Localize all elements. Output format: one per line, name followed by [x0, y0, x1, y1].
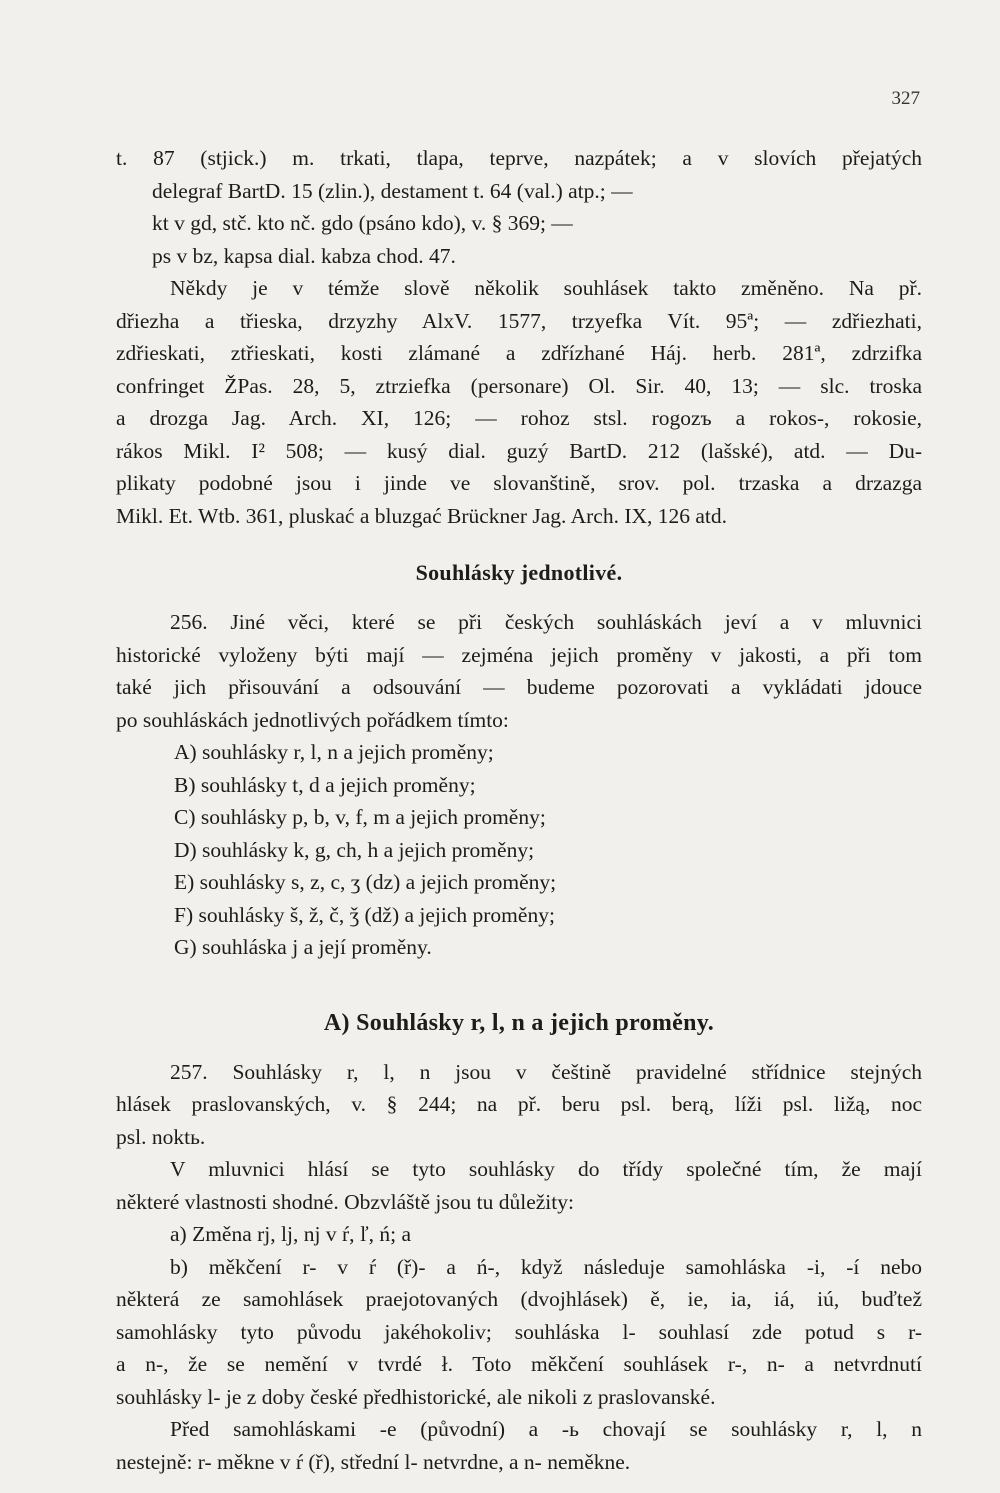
- text-line: historické vyloženy býti mají — zejména jejich proměny v jakosti, a při tom: [116, 642, 922, 667]
- text-line: zdřieskati, ztřieskati, kosti zlámané a zdřízhané Háj. herb. 281ª, zdrzifka: [116, 341, 922, 365]
- text-line: hlásek praslovanských, v. § 244; na př. beru psl. berą, líži psl. ližą, noc: [116, 1092, 922, 1116]
- list-item: B) souhlásky t, d a jejich proměny;: [174, 772, 476, 797]
- list-item: G) souhláska j a její proměny.: [174, 935, 432, 959]
- text-line: dřiezha a třieska, drzyzhy AlxV. 1577, trzyefka Vít. 95ª; — zdřiezhati,: [116, 308, 922, 333]
- section-heading: Souhlásky jednotlivé.: [415, 560, 623, 585]
- text-line: psl. noktь.: [116, 1124, 206, 1149]
- text-line: rákos Mikl. I² 508; — kusý dial. guzý BartD. 212 (lašské), atd. — Du-: [116, 438, 922, 463]
- text-line: b) měkčení r- v ŕ (ř)- a ń-, když následuje samohláska -i, -í nebo: [170, 1254, 922, 1279]
- text-line: po souhláskách jednotlivých pořádkem tímto:: [116, 707, 509, 732]
- list-item: D) souhlásky k, g, ch, h a jejich proměny;: [174, 837, 535, 862]
- list-item: a) Změna rj, lj, nj v ŕ, ľ, ń; a: [170, 1222, 411, 1246]
- text-line: plikaty podobné jsou i jinde ve slovanštině, srov. pol. trzaska a drzazga: [116, 471, 922, 495]
- text-line: některá ze samohlásek praejotovaných (dvojhlásek) ě, ie, ia, iá, iú, buďtež: [116, 1287, 922, 1311]
- page-number: 327: [891, 88, 920, 109]
- text-line: Před samohláskami -e (původní) a -ь chovají se souhlásky r, l, n: [170, 1417, 922, 1441]
- list-item: A) souhlásky r, l, n a jejich proměny;: [174, 740, 494, 764]
- text-line: delegraf BartD. 15 (zlin.), destament t. 64 (val.) atp.; —: [152, 178, 633, 203]
- text-line: Mikl. Et. Wtb. 361, pluskać a bluzgać Brückner Jag. Arch. IX, 126 atd.: [116, 503, 728, 528]
- text-line: a drozga Jag. Arch. XI, 126; — rohoz stsl. rogozъ a rokos-, rokosie,: [116, 406, 922, 430]
- subsection-heading: A) Souhlásky r, l, n a jejich proměny.: [323, 1009, 715, 1036]
- text-line: Někdy je v témže slově několik souhlásek takto změněno. Na př.: [170, 276, 922, 300]
- text-line: 256. Jiné věci, které se při českých souhláskách jeví a v mluvnici: [170, 610, 922, 634]
- text-line: samohlásky tyto původu jakéhokoliv; souhláska l- souhlasí zde potud s r-: [116, 1319, 922, 1344]
- text-line: confringet ŽPas. 28, 5, ztrziefka (personare) Ol. Sir. 40, 13; — slc. troska: [116, 373, 922, 398]
- text-line: t. 87 (stjick.) m. trkati, tlapa, teprve, nazpátek; a v slovích přejatých: [116, 146, 922, 170]
- page-text: [116, 142, 922, 1478]
- list-item: E) souhlásky s, z, c, ʒ (dz) a jejich proměny;: [174, 870, 557, 894]
- text-line: 257. Souhlásky r, l, n jsou v češtině pravidelné střídnice stejných: [170, 1059, 922, 1084]
- text-line: některé vlastnosti shodné. Obzvláště jsou tu důležity:: [116, 1189, 574, 1214]
- text-line: nestejně: r- měkne v ŕ (ř), střední l- netvrdne, a n- neměkne.: [116, 1449, 631, 1474]
- text-line: kt v gd, stč. kto nč. gdo (psáno kdo), v. § 369; —: [152, 211, 573, 235]
- list-item: C) souhlásky p, b, v, f, m a jejich proměny;: [174, 805, 546, 829]
- text-line: V mluvnici hlásí se tyto souhlásky do třídy společné tím, že mají: [170, 1157, 922, 1181]
- text-line: souhlásky l- je z doby české předhistorické, ale nikoli z praslovanské.: [116, 1384, 716, 1409]
- text-line: také jich přisouvání a odsouvání — budeme pozorovati a vykládati jdouce: [116, 675, 922, 699]
- text-line: a n-, že se nemění v tvrdé ł. Toto měkčení souhlásek r-, n- a netvrdnutí: [116, 1352, 922, 1376]
- text-line: ps v bz, kapsa dial. kabza chod. 47.: [152, 243, 456, 268]
- list-item: F) souhlásky š, ž, č, ǯ (dž) a jejich proměny;: [174, 902, 555, 927]
